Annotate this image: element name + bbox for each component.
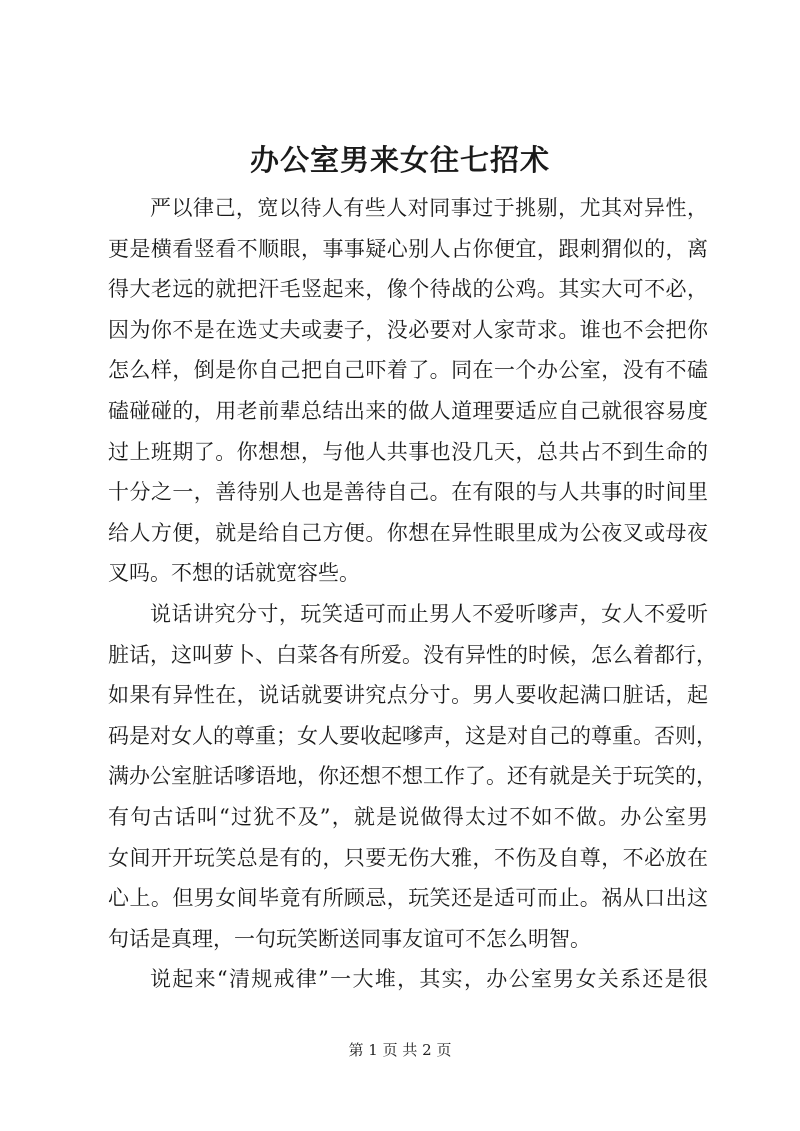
- paragraph-1-line-8: 十分之一，善待别人也是善待自己。在有限的与人共事的时间里: [108, 480, 708, 505]
- paragraph-1-line-1: 严以律己，宽以待人有些人对同事过于挑剔，尤其对异性，: [150, 196, 708, 220]
- paragraph-2-line-2: 脏话，这叫萝卜、白菜各有所爱。没有异性的时候，怎么着都行，: [108, 642, 717, 667]
- paragraph-2-line-6: 有句古话叫“过犹不及”，就是说做得太过不如不做。办公室男: [108, 804, 708, 829]
- paragraph-1-line-9: 给人方便，就是给自己方便。你想在异性眼里成为公夜叉或母夜: [108, 520, 708, 545]
- paragraph-1-line-7: 过上班期了。你想想，与他人共事也没几天，总共占不到生命的: [108, 439, 708, 464]
- page-number-footer: 第 1 页 共 2 页: [348, 1041, 452, 1059]
- paragraph-1-line-4: 因为你不是在选丈夫或妻子，没必要对人家苛求。谁也不会把你: [108, 317, 708, 342]
- paragraph-1-line-3: 得大老远的就把汗毛竖起来，像个待战的公鸡。其实大可不必，: [108, 277, 708, 302]
- paragraph-3-line-1: 说起来“清规戒律”一大堆，其实，办公室男女关系还是很: [150, 967, 708, 992]
- paragraph-2-line-4: 码是对女人的尊重；女人要收起嗲声，这是对自己的尊重。否则，: [108, 723, 717, 748]
- paragraph-1-line-10: 叉吗。不想的话就宽容些。: [108, 561, 360, 586]
- paragraph-1-line-5: 怎么样，倒是你自己把自己吓着了。同在一个办公室，没有不磕: [108, 358, 708, 383]
- paragraph-1-line-2: 更是横看竖看不顺眼，事事疑心别人占你便宜，跟刺猬似的，离: [108, 236, 708, 261]
- paragraph-2-line-3: 如果有异性在，说话就要讲究点分寸。男人要收起满口脏话，起: [108, 683, 708, 708]
- paragraph-2-line-7: 女间开开玩笑总是有的，只要无伤大雅，不伤及自尊，不必放在: [108, 845, 708, 870]
- paragraph-1-line-6: 磕碰碰的，用老前辈总结出来的做人道理要适应自己就很容易度: [108, 398, 708, 423]
- paragraph-2-line-1: 说话讲究分寸，玩笑适可而止男人不爱听嗲声，女人不爱听: [150, 601, 708, 626]
- document-body: [108, 188, 717, 1000]
- paragraph-2-line-8: 心上。但男女间毕竟有所顾忌，玩笑还是适可而止。祸从口出这: [108, 886, 708, 911]
- paragraph-2-line-5: 满办公室脏话嗲语地，你还想不想工作了。还有就是关于玩笑的，: [108, 764, 717, 789]
- paragraph-2-line-9: 句话是真理，一句玩笑断送同事友谊可不怎么明智。: [108, 926, 591, 951]
- document-title: 办公室男来女往七招术: [249, 143, 550, 177]
